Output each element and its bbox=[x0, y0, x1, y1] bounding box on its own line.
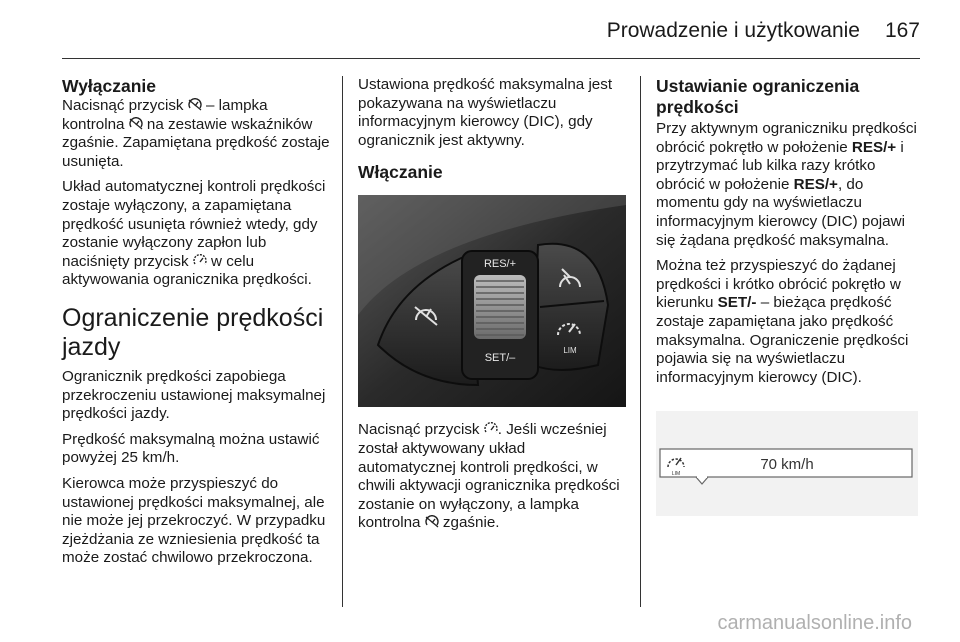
page-number: 167 bbox=[884, 19, 920, 42]
set-label: SET/– bbox=[484, 352, 516, 365]
speed-limiter-icon bbox=[484, 422, 498, 435]
watermark: carmanualsonline.info bbox=[717, 612, 912, 634]
text-span: na zestawie wskaźników zgaśnie. Zapamiętana prędkość zostaje usunięta. bbox=[62, 115, 330, 170]
header-rule bbox=[62, 58, 920, 59]
cruise-control-icon bbox=[425, 515, 439, 528]
text-span: zgaśnie. bbox=[438, 514, 500, 532]
paragraph-limiter-min: Prędkość maksymalną można ustawić powyżej 25 km/h. bbox=[62, 430, 320, 467]
page-header-title: Prowadzenie i użytkowanie bbox=[606, 19, 860, 42]
paragraph-limiter-exceed: Kierowca może przyspieszyć do ustawionej prędkości maksymalnej, ale nie może jej przekroczyć. W przypadku zjeżdżania ze wzniesienia prędkość ta może zostać chwilowo przekroczona. bbox=[62, 474, 326, 567]
text-span: Przy aktywnym ograniczniku prędkości obrócić pokrętło w położenie bbox=[656, 120, 917, 156]
paragraph-limiter-intro: Ogranicznik prędkości zapobiega przekroczeniu ustawionej maksymalnej prędkości jazdy. bbox=[62, 367, 326, 423]
text-span: w celu aktywowania ogranicznika prędkości. bbox=[62, 252, 312, 289]
paragraph-dic-display: Ustawiona prędkość maksymalna jest pokazywana na wyświetlaczu informacyjnym kierowcy (DIC), gdy ogranicznik jest aktywny. bbox=[358, 76, 613, 149]
column-2 bbox=[358, 76, 626, 540]
column-1 bbox=[62, 76, 330, 575]
text-span: Nacisnąć przycisk bbox=[358, 421, 484, 439]
column-divider bbox=[342, 76, 343, 607]
text-span: Układ automatycznej kontroli prędkości zostaje wyłączony, a zapamiętana prędkość usunięta również wtedy, gdy zostanie wyłączony zapłon lub naciśnięty przycisk bbox=[62, 178, 326, 270]
dic-display-graphic bbox=[656, 411, 918, 516]
text-span: , do momentu gdy na wyświetlaczu informacyjnym kierowcy (DIC) pojawi się żądana prędkość maksymalna. bbox=[656, 175, 905, 249]
text-span: i przytrzymać lub kilka razy krótko obrócić w położenie bbox=[656, 138, 904, 193]
paragraph-set-res bbox=[656, 120, 924, 250]
steering-wheel-controls-photo bbox=[358, 195, 626, 407]
speed-limiter-icon bbox=[193, 254, 207, 267]
heading-speed-limiter: Ograniczenie prędkości jazdy bbox=[62, 303, 324, 361]
heading-switch-on: Włączanie bbox=[358, 162, 443, 183]
steering-wheel-illustration bbox=[358, 195, 626, 407]
res-keyword: RES/+ bbox=[793, 175, 838, 193]
text-span: – bieżąca prędkość zostaje zapamiętana jako prędkość maksymalna. Ograniczenie prędkości pojawia się na wyświetlaczu informacyjnym kierowcy (DIC). bbox=[656, 294, 909, 386]
heading-switch-off: Wyłączanie bbox=[62, 76, 157, 96]
paragraph-switch-off bbox=[62, 97, 330, 171]
lim-label: LIM bbox=[563, 346, 577, 356]
text-span: . Jeśli wcześniej został aktywowany układ automatycznej kontroli prędkości, w chwili aktywacji ogranicznika prędkości zostanie on wyłączony, a lampka kontrolna bbox=[358, 421, 620, 532]
set-keyword: SET/- bbox=[717, 294, 757, 312]
display-speed: 70 km/h bbox=[760, 456, 814, 474]
column-divider bbox=[640, 76, 641, 607]
paragraph-set-set bbox=[656, 257, 924, 387]
lim-label: LIM bbox=[671, 471, 681, 478]
dic-display-illustration bbox=[656, 411, 918, 516]
text-span: Można też przyspieszyć do żądanej prędkości i krótko obrócić pokrętło w kierunku bbox=[656, 257, 901, 312]
column-3 bbox=[656, 76, 924, 516]
heading-set-limit: Ustawianie ograniczenia prędkości bbox=[656, 76, 860, 117]
text-span: Nacisnąć przycisk bbox=[62, 97, 188, 114]
paragraph-auto-off bbox=[62, 178, 330, 290]
text-span: – lampka kontrolna bbox=[62, 97, 268, 133]
paragraph-switch-on bbox=[358, 421, 626, 533]
cruise-control-icon bbox=[188, 98, 202, 111]
cruise-control-icon bbox=[129, 117, 143, 130]
res-label: RES/+ bbox=[483, 258, 517, 271]
res-keyword: RES/+ bbox=[851, 138, 897, 156]
